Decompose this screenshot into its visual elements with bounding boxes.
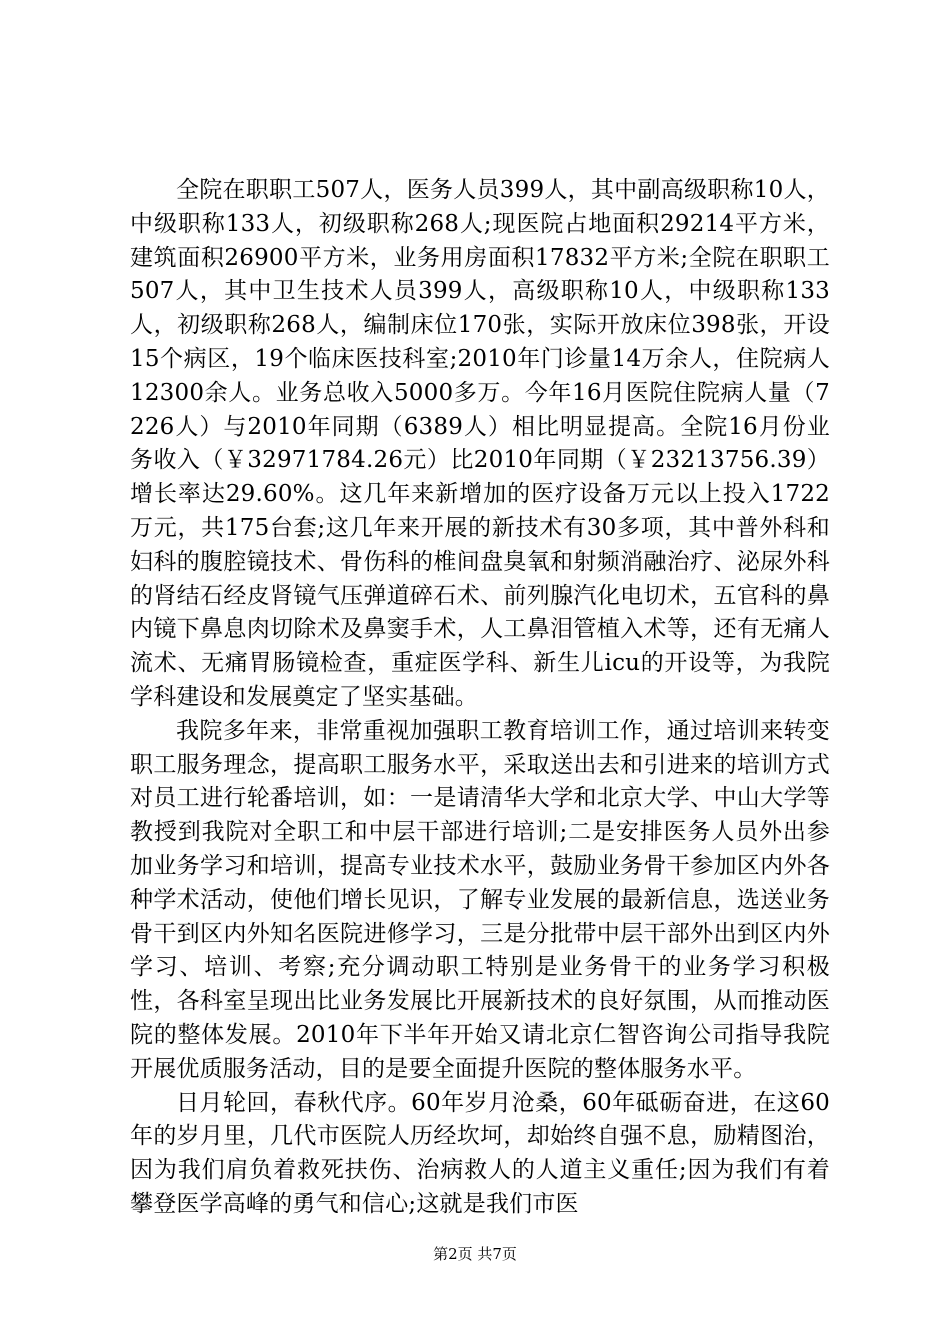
paragraph-staff-training: 我院多年来，非常重视加强职工教育培训工作，通过培训来转变职工服务理念，提高职工服务水平，采取送出去和引进来的培训方式对员工进行轮番培训，如：一是请清华大学和北京大学、中山大学等教授到我院对全职工和中层干部进行培训;二是安排医务人员外出参加业务学习和培训，提高专业技术水平，鼓励业务骨干参加区内外各种学术活动，使他们增长见识，了解专业发展的最新信息，选送业务骨干到区内外知名医院进修学习，三是分批带中层干部外出到区内外学习、培训、考察;充分调动职工特别是业务骨干的业务学习积极性，各科室呈现出比业务发展比开展新技术的良好氛围，从而推动医院的整体发展。2010年下半年开始又请北京仁智咨询公司指导我院开展优质服务活动，目的是要全面提升医院的整体服务水平。 [130,717,830,1082]
document-body [130,174,830,1222]
paragraph-history: 日月轮回，春秋代序。60年岁月沧桑，60年砥砺奋进，在这60年的岁月里，几代市医院人历经坎坷，却始终自强不息，励精图治，因为我们肩负着救死扶伤、治病救人的人道主义重任;因为我们有着攀登医学高峰的勇气和信心;这就是我们市医 [130,1089,830,1217]
paragraph-staff-statistics: 全院在职职工507人，医务人员399人，其中副高级职称10人，中级职称133人，初级职称268人;现医院占地面积29214平方米，建筑面积26900平方米，业务用房面积17832平方米;全院在职职工507人，其中卫生技术人员399人，高级职称10人，中级职称133人，初级职称268人，编制床位170张，实际开放床位398张，开设15个病区，19个临床医技科室;2010年门诊量14万余人，住院病人12300余人。业务总收入5000多万。今年16月医院住院病人量（7226人）与2010年同期（6389人）相比明显提高。全院16月份业务收入（￥32971784.26元）比2010年同期（￥23213756.39）增长率达29.60%。这几年来新增加的医疗设备万元以上投入1722万元，共175台套;这几年来开展的新技术有30多项，其中普外科和妇科的腹腔镜技术、骨伤科的椎间盘臭氧和射频消融治疗、泌尿外科的肾结石经皮肾镜气压弹道碎石术、前列腺汽化电切术，五官科的鼻内镜下鼻息肉切除术及鼻窦手术，人工鼻泪管植入术等，还有无痛人流术、无痛胃肠镜检查，重症医学科、新生儿icu的开设等，为我院学科建设和发展奠定了坚实基础。 [130,177,830,710]
page-number-footer: 第2页 共7页 [433,1245,517,1263]
